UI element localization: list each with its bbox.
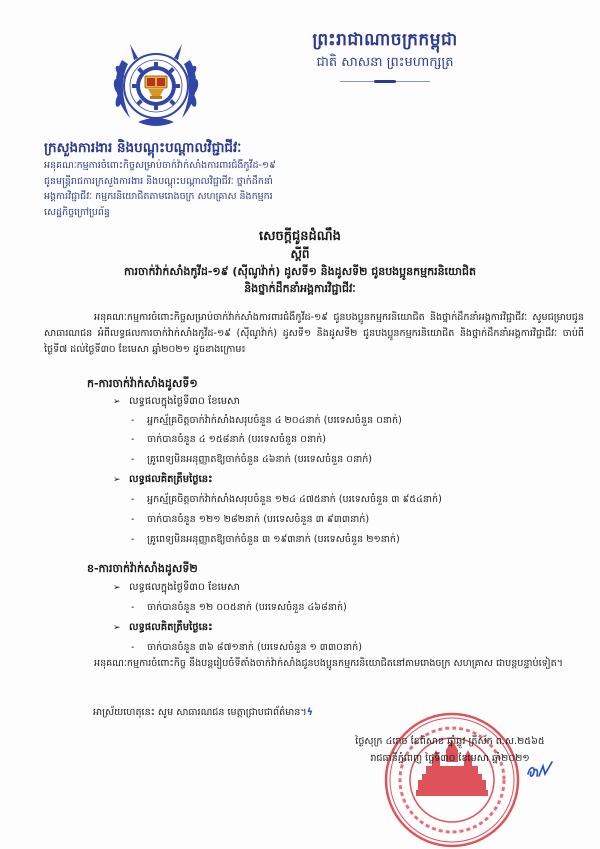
committee-line: អង្គការវិជ្ជាជីវៈ កម្មករនិយោជិតតាមរោងចក្រ សហគ្រាស និងកម្មករ (44, 191, 273, 202)
ornament-divider (340, 80, 430, 84)
arrow-bullet-icon: ➢ (113, 623, 121, 633)
ministry-name: ក្រសួងការងារ និងបណ្តុះបណ្តាលវិជ្ជាជីវៈ (44, 140, 242, 156)
list-item: - គ្រូពេទ្យមិនអនុញ្ញាតឱ្យចាក់ចំនួន ៣ ១៩៣នាក់ (បរទេសចំនួន ២១នាក់) (131, 532, 400, 548)
list-item: - ចាក់បានចំនួន ១២ ០០៥នាក់ (បរទេសចំនួន ៤៦៨នាក់) (131, 600, 347, 616)
section-dose2-title: ខ-ការចាក់វ៉ាក់សាំងដូសទី២ (87, 562, 198, 575)
closing-text: អនុគណៈកម្មការចំពោះកិច្ច នឹងបន្តរៀបចំទីតាំងចាក់វ៉ាក់សាំងជូនបងប្អូនកម្មករនិយោជិតនៅតាមរោងចក្រ សហគ្រាស ជាបន្តបន្ទាប់ទៀត។ (94, 658, 563, 669)
regards-line: អាស្រ័យហេតុនេះ សូម សាធារណជន មេត្តាជ្រាបជាព័ត៌មាន។ϟ (93, 707, 314, 718)
dash-bullet-icon: - (131, 494, 135, 505)
document-titles (40, 228, 560, 297)
committee-line: ជូនមន្ត្រីរាជការក្រសួងការងារ និងបណ្តុះបណ្តាលវិជ្ជាជីវៈ ថ្នាក់ដឹកនាំ (44, 175, 273, 187)
national-motto: ជាតិ សាសនា ព្រះមហាក្សត្រ (316, 55, 454, 70)
list-item: - ចាក់បានចំនួន ៤ ១៥៨នាក់ (បរទេសចំនួន ០នាក់) (131, 432, 326, 448)
about-label: ស្តីពី (290, 247, 310, 261)
section-dose1-title: ក-ការចាក់វ៉ាក់សាំងដូសទី១ (87, 377, 198, 390)
solar-date: រាជធានីភ្នំពេញ ថ្ងៃទី៣០ ខែមេសា ឆ្នាំ២០២១ (370, 753, 530, 764)
arrow-bullet-icon: ➢ (113, 475, 121, 485)
arrow-bullet-icon: ➢ (113, 583, 121, 593)
list-item: - ចាក់បានចំនួន ១២១ ២៨២នាក់ (បរទេសចំនួន ៣ ៩៣៣នាក់) (131, 512, 369, 528)
initial-mark-icon: ϟ (306, 707, 314, 718)
lunar-date: ថ្ងៃសុក្រ ៤រោច ខែពិសាខ ឆ្នាំឆ្លូវ ត្រីស័ក ព.ស.២៥៦៥ (355, 736, 545, 747)
document-type: សេចក្តីជូនដំណឹង (259, 229, 341, 244)
committee-line: សេដ្ឋកិច្ចក្រៅប្រព័ន្ធ (44, 206, 110, 218)
closing-paragraph (44, 655, 584, 672)
dash-bullet-icon: - (131, 514, 135, 525)
official-stamp-icon (382, 710, 522, 849)
signature-icon (525, 760, 555, 782)
dash-bullet-icon: - (131, 642, 135, 653)
group-heading: ➢ លទ្ធផលក្នុងថ្ងៃទី៣០ ខែមេសា (113, 394, 240, 410)
arrow-bullet-icon: ➢ (113, 397, 121, 407)
ministry-block (44, 138, 334, 220)
list-item: - ចាក់បានចំនួន ៣៦ ៨៧១នាក់ (បរទេសចំនួន ១ ៣៣០នាក់) (131, 640, 362, 656)
intro-paragraph (44, 310, 584, 358)
list-item: - អ្នកស្ម័គ្រចិត្តចាក់វ៉ាក់សាំងសរុបចំនួន ១២៤ ៤៧៥នាក់ (បរទេសចំនួន ៣ ៩៥៤នាក់) (131, 492, 442, 508)
dash-bullet-icon: - (131, 602, 135, 613)
kingdom-header (250, 28, 520, 84)
ministry-logo-icon (108, 38, 204, 134)
list-item: - អ្នកស្ម័គ្រចិត្តចាក់វ៉ាក់សាំងសរុបចំនួន ៤ ២០៤នាក់ (បរទេសចំនួន ០នាក់) (131, 413, 402, 429)
kingdom-title: ព្រះរាជាណាចក្រកម្ពុជា (312, 30, 458, 50)
dash-bullet-icon: - (131, 534, 135, 545)
subject-line-1: ការចាក់វ៉ាក់សាំងកូវីដ-១៩ (ស៊ីណូវ៉ាក់) ដូសទី១ និងដូសទី២ ជូនបងប្អូនកម្មករនិយោជិត (124, 265, 476, 278)
intro-text: អនុគណៈកម្មការចំពោះកិច្ចសម្រាប់ចាក់វ៉ាក់សាំងការពារជំងឺកូវីដ-១៩ ជូនបងប្អូនកម្មករនិយោជិត និងថ្នាក់ដឹកនាំអង្គការវិជ្ជាជីវៈ សូមជម្រាបជូន សាធារណជន អំពីលទ្ធផលការចាក់វ៉ាក់សាំងកូវីដ-១៩ (ស៊ីណូវ៉ាក់) ដូសទី១ និងដូសទី២ ជូនបងប្អូនកម្មករនិយោជិត និងថ្នាក់ដឹកនាំអង្គការវិជ្ជាជីវៈ ចាប់ពីថ្ងៃទី៧ ដល់ថ្ងៃទី៣០ ខែមេសា ឆ្នាំ២០២១ ដូចខាងក្រោម៖ (44, 312, 584, 355)
group-heading: ➢ លទ្ធផលគិតត្រឹមថ្ងៃនេះ (113, 620, 213, 636)
dash-bullet-icon: - (131, 434, 135, 445)
dash-bullet-icon: - (131, 454, 135, 465)
dash-bullet-icon: - (131, 415, 135, 426)
subject-line-2: និងថ្នាក់ដឹកនាំអង្គការវិជ្ជាជីវៈ (244, 282, 356, 295)
group-heading: ➢ លទ្ធផលក្នុងថ្ងៃទី៣០ ខែមេសា (113, 580, 240, 596)
list-item: - គ្រូពេទ្យមិនអនុញ្ញាតឱ្យចាក់ចំនួន ៤៦នាក់ (បរទេសចំនួន ០នាក់) (131, 452, 372, 468)
group-heading: ➢ លទ្ធផលគិតត្រឹមថ្ងៃនេះ (113, 472, 213, 488)
committee-line: អនុគណៈកម្មការចំពោះកិច្ចសម្រាប់ចាក់វ៉ាក់សាំងការពារជំងឺកូវីដ-១៩ (44, 160, 276, 171)
